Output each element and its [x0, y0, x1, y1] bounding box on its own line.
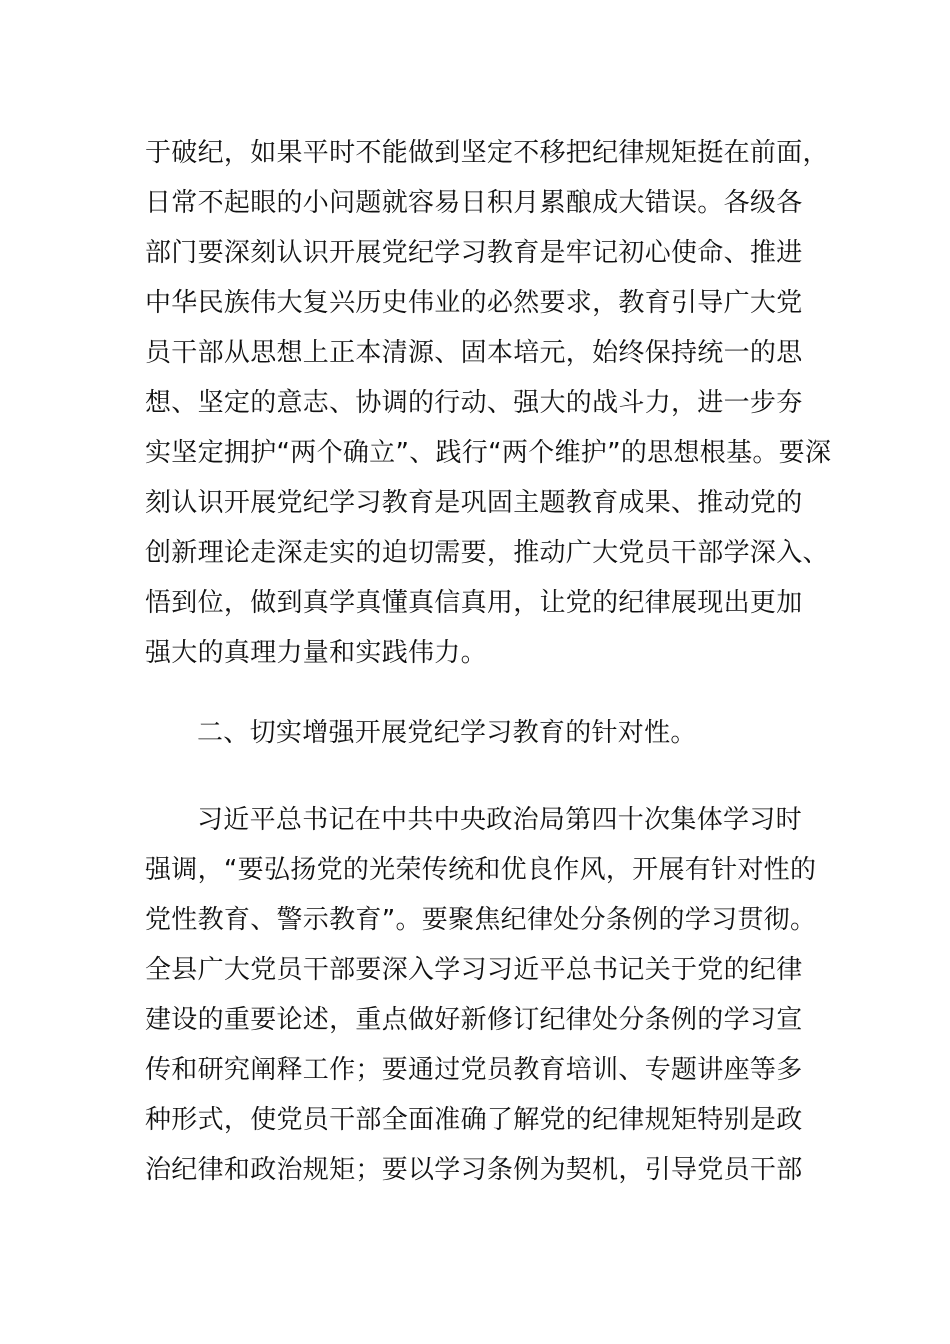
paragraph-line: 治纪律和政治规矩；要以学习条例为契机，引导党员干部	[145, 1155, 803, 1185]
paragraph-line: 强大的真理力量和实践伟力。	[145, 638, 487, 668]
paragraph-line: 悟到位，做到真学真懂真信真用，让党的纪律展现出更加	[145, 588, 803, 618]
paragraph-line: 员干部从思想上正本清源、固本培元，始终保持统一的思	[145, 338, 803, 368]
paragraph-line: 传和研究阐释工作；要通过党员教育培训、专题讲座等多	[145, 1055, 803, 1085]
section-heading-text: 二、切实增强开展党纪学习教育的针对性。	[197, 718, 697, 748]
paragraph-line: 种形式，使党员干部全面准确了解党的纪律规矩特别是政	[145, 1105, 803, 1135]
paragraph-2	[145, 795, 817, 1195]
paragraph-line: 习近平总书记在中共中央政治局第四十次集体学习时	[197, 805, 802, 835]
paragraph-line: 建设的重要论述，重点做好新修订纪律处分条例的学习宣	[145, 1005, 803, 1035]
paragraph-line: 刻认识开展党纪学习教育是巩固主题教育成果、推动党的	[145, 488, 803, 518]
paragraph-line: 创新理论走深走实的迫切需要，推动广大党员干部学深入、	[145, 538, 829, 568]
paragraph-line: 日常不起眼的小问题就容易日积月累酿成大错误。各级各	[145, 188, 803, 218]
paragraph-line: 想、坚定的意志、协调的行动、强大的战斗力，进一步夯	[145, 388, 803, 418]
paragraph-line: 部门要深刻认识开展党纪学习教育是牢记初心使命、推进	[145, 238, 803, 268]
section-heading	[145, 708, 810, 758]
paragraph-1	[145, 128, 832, 678]
paragraph-line: 中华民族伟大复兴历史伟业的必然要求，教育引导广大党	[145, 288, 803, 318]
paragraph-line: 强调，“要弘扬党的光荣传统和优良作风，开展有针对性的	[145, 855, 817, 885]
paragraph-line: 党性教育、警示教育”。要聚焦纪律处分条例的学习贯彻。	[145, 905, 817, 935]
paragraph-line: 于破纪，如果平时不能做到坚定不移把纪律规矩挺在前面，	[145, 138, 829, 168]
paragraph-line: 全县广大党员干部要深入学习习近平总书记关于党的纪律	[145, 955, 803, 985]
paragraph-line: 实坚定拥护“两个确立”、践行“两个维护”的思想根基。要深	[145, 438, 832, 468]
